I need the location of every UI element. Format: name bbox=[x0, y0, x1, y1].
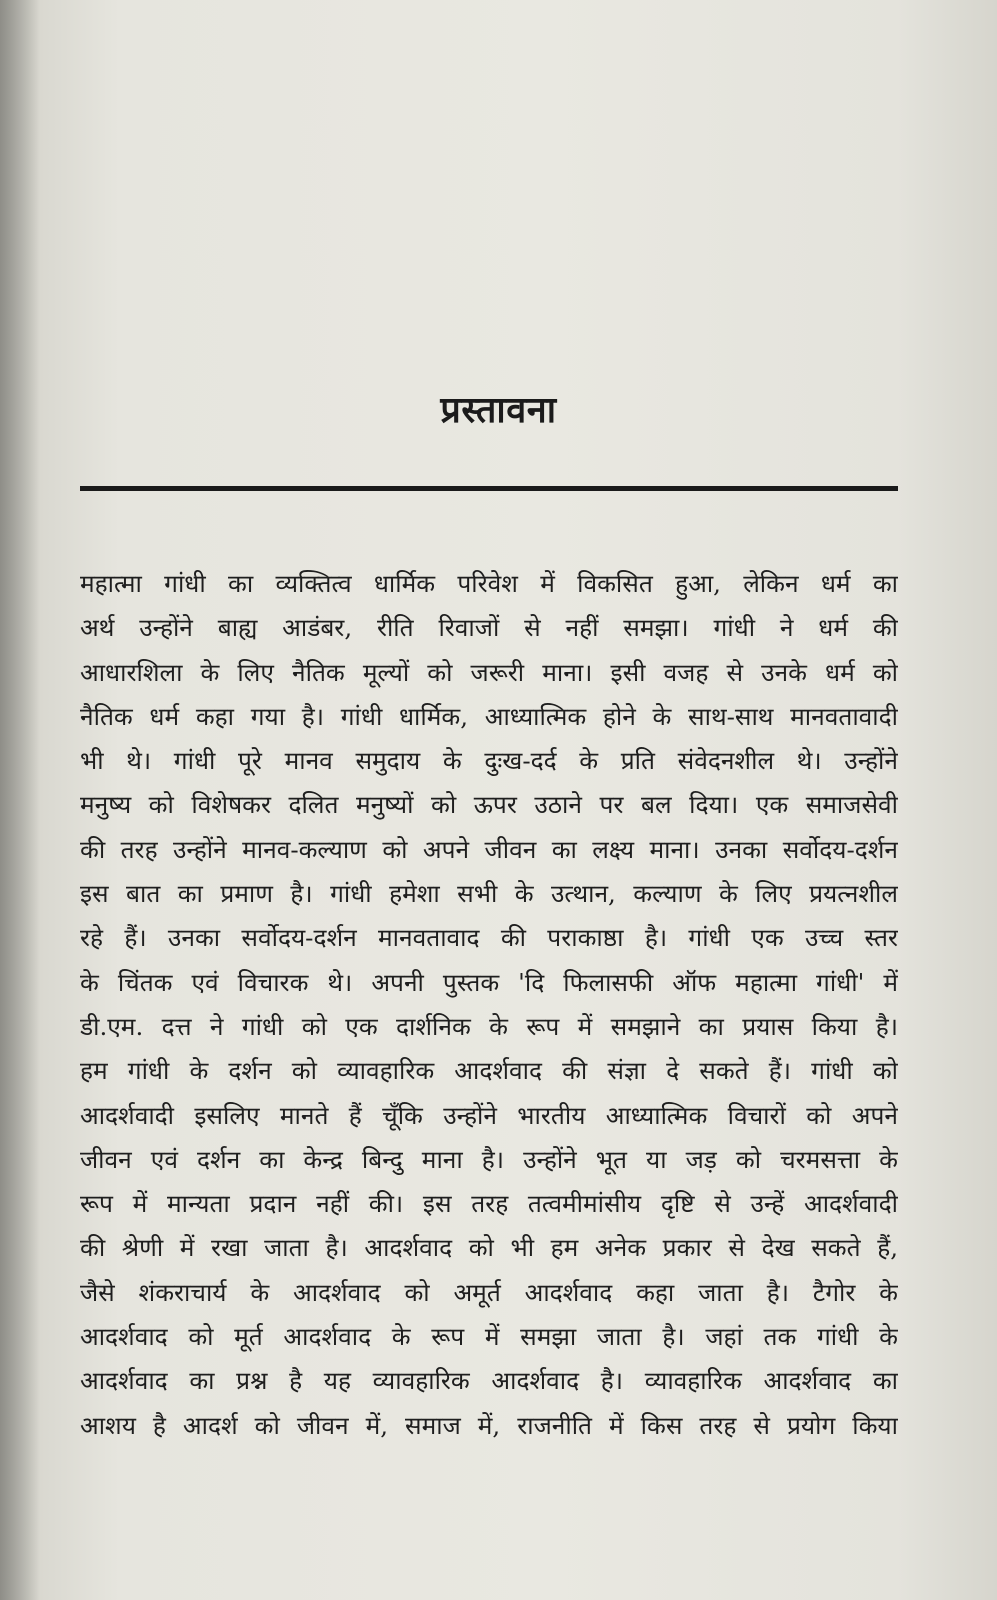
text-line: आदर्शवादी इसलिए मानते हैं चूँकि उन्होंने भारतीय आध्यात्मिक विचारों को अपने bbox=[80, 1100, 898, 1130]
text-line: मनुष्य को विशेषकर दलित मनुष्यों को ऊपर उठाने पर बल दिया। एक समाजसेवी bbox=[80, 790, 898, 820]
page-title: प्रस्तावना bbox=[440, 390, 557, 431]
title-rule bbox=[80, 486, 898, 491]
text-line: आशय है आदर्श को जीवन में, समाज में, राजनीति में किस तरह से प्रयोग किया bbox=[80, 1410, 898, 1440]
text-line: जीवन एवं दर्शन का केन्द्र बिन्दु माना है। उन्होंने भूत या जड़ को चरमसत्ता के bbox=[80, 1144, 898, 1174]
body-paragraph bbox=[80, 562, 898, 1448]
bleed-through-text bbox=[60, 70, 900, 262]
text-line: इस बात का प्रमाण है। गांधी हमेशा सभी के उत्थान, कल्याण के लिए प्रयत्नशील bbox=[80, 879, 898, 909]
text-line: अर्थ उन्होंने बाह्य आडंबर, रीति रिवाजों से नहीं समझा। गांधी ने धर्म की bbox=[80, 613, 898, 643]
text-line: जैसे शंकराचार्य के आदर्शवाद को अमूर्त आदर्शवाद कहा जाता है। टैगोर के bbox=[80, 1277, 898, 1307]
text-line: रहे हैं। उनका सर्वोदय-दर्शन मानवतावाद की पराकाष्ठा है। गांधी एक उच्च स्तर bbox=[80, 923, 898, 953]
text-line: नैतिक धर्म कहा गया है। गांधी धार्मिक, आध्यात्मिक होने के साथ-साथ मानवतावादी bbox=[80, 701, 898, 731]
text-line: आधारशिला के लिए नैतिक मूल्यों को जरूरी माना। इसी वजह से उनके धर्म को bbox=[80, 657, 898, 687]
text-line: की तरह उन्होंने मानव-कल्याण को अपने जीवन का लक्ष्य माना। उनका सर्वोदय-दर्शन bbox=[80, 834, 898, 864]
text-line: हम गांधी के दर्शन को व्यावहारिक आदर्शवाद की संज्ञा दे सकते हैं। गांधी को bbox=[80, 1056, 898, 1086]
text-line: आदर्शवाद को मूर्त आदर्शवाद के रूप में समझा जाता है। जहां तक गांधी के bbox=[80, 1322, 898, 1352]
text-line: की श्रेणी में रखा जाता है। आदर्शवाद को भी हम अनेक प्रकार से देख सकते हैं, bbox=[80, 1233, 898, 1263]
text-line: डी.एम. दत्त ने गांधी को एक दार्शनिक के रूप में समझाने का प्रयास किया है। bbox=[80, 1011, 898, 1041]
text-line: आदर्शवाद का प्रश्न है यह व्यावहारिक आदर्शवाद है। व्यावहारिक आदर्शवाद का bbox=[80, 1366, 898, 1396]
text-line: के चिंतक एवं विचारक थे। अपनी पुस्तक 'दि फिलासफी ऑफ महात्मा गांधी' में bbox=[80, 967, 898, 997]
spine-shadow bbox=[0, 0, 40, 1600]
text-line: भी थे। गांधी पूरे मानव समुदाय के दुःख-दर्द के प्रति संवेदनशील थे। उन्होंने bbox=[80, 746, 898, 776]
text-line: महात्मा गांधी का व्यक्तित्व धार्मिक परिवेश में विकसित हुआ, लेकिन धर्म का bbox=[80, 569, 898, 598]
text-line: रूप में मान्यता प्रदान नहीं की। इस तरह तत्वमीमांसीय दृष्टि से उन्हें आदर्शवादी bbox=[80, 1189, 898, 1219]
